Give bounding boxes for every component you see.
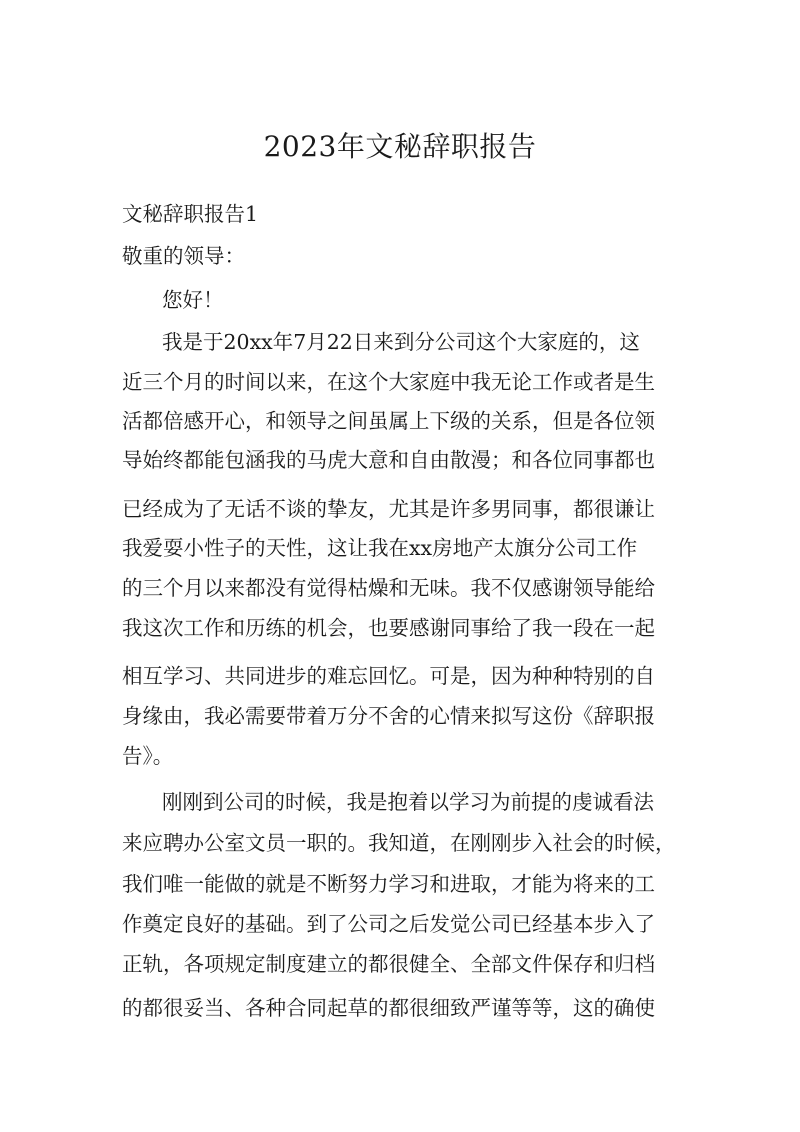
- paragraph-line: 相互学习、共同进步的难忘回忆。可是，因为种种特别的自: [122, 664, 655, 688]
- paragraph-line: 刚刚到公司的时候，我是抱着以学习为前提的虔诚看法: [162, 790, 654, 814]
- paragraph-line: 来应聘办公室文员一职的。我知道，在刚刚步入社会的时候，: [122, 831, 676, 855]
- paragraph-line: 的都很妥当、各种合同起草的都很细致严谨等等，这的确使: [122, 996, 655, 1020]
- greeting: 您好！: [162, 288, 224, 312]
- paragraph-line: 导始终都能包涵我的马虎大意和自由散漫；和各位同事都也: [122, 448, 655, 472]
- salutation: 敬重的领导：: [122, 244, 245, 268]
- paragraph-line: 已经成为了无话不谈的挚友，尤其是许多男同事，都很谦让: [122, 497, 655, 521]
- paragraph-line: 我们唯一能做的就是不断努力学习和进取，才能为将来的工: [122, 872, 655, 896]
- paragraph-line: 正轨，各项规定制度建立的都很健全、全部文件保存和归档: [122, 952, 655, 976]
- paragraph-line: 活都倍感开心，和领导之间虽属上下级的关系，但是各位领: [122, 409, 655, 433]
- paragraph-line: 近三个月的时间以来，在这个大家庭中我无论工作或者是生: [122, 370, 655, 394]
- paragraph-line: 作奠定良好的基础。到了公司之后发觉公司已经基本步入了: [122, 912, 655, 936]
- document-title: 2023年文秘辞职报告: [263, 130, 537, 163]
- paragraph-line: 告》。: [122, 744, 174, 768]
- paragraph-line: 我是于20xx年7月22日来到分公司这个大家庭的，这: [162, 330, 640, 354]
- paragraph-line: 身缘由，我必需要带着万分不舍的心情来拟写这份《辞职报: [122, 704, 655, 728]
- report-heading: 文秘辞职报告1: [122, 202, 259, 226]
- paragraph-line: 我爱耍小性子的天性，这让我在xx房地产太旗分公司工作: [122, 536, 638, 560]
- paragraph-line: 的三个月以来都没有觉得枯燥和无味。我不仅感谢领导能给: [122, 576, 655, 600]
- paragraph-line: 我这次工作和历练的机会，也要感谢同事给了我一段在一起: [122, 616, 655, 640]
